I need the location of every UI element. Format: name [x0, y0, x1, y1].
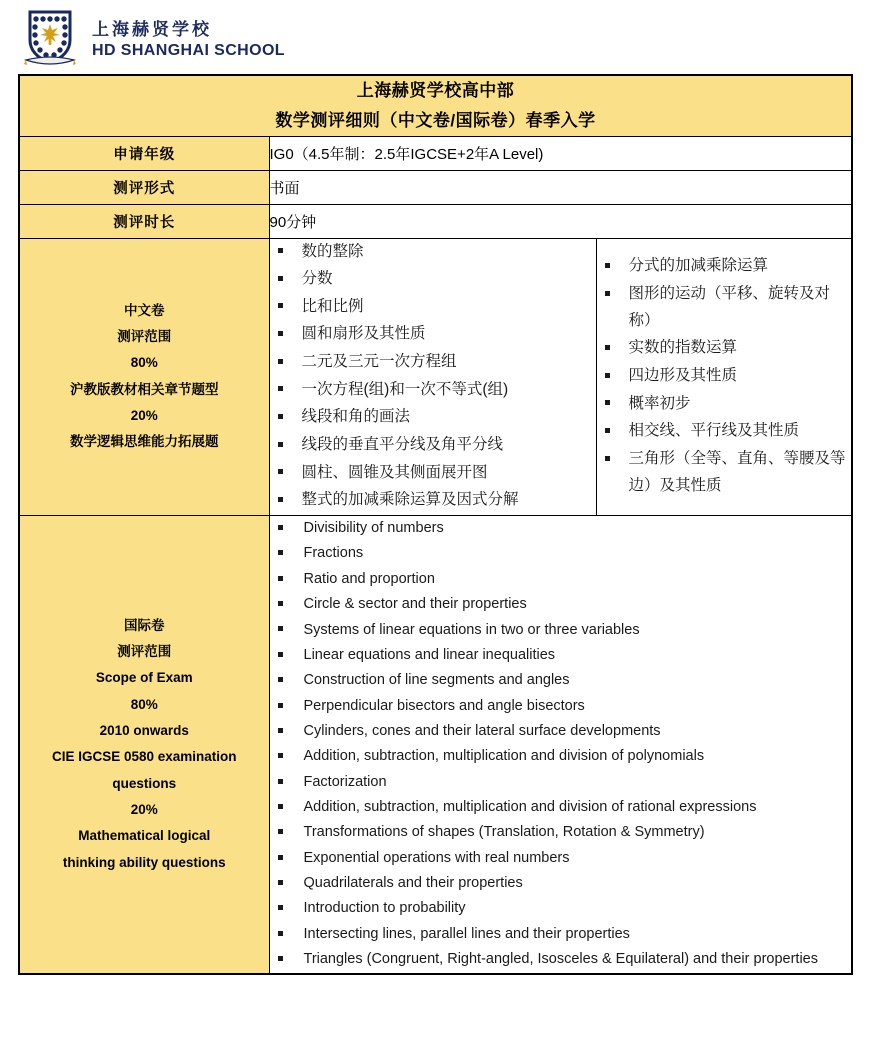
list-item: Addition, subtraction, multiplication and division of polynomials: [270, 744, 852, 768]
list-item: 线段和角的画法: [270, 404, 596, 431]
chinese-scope-line: 80%: [130, 355, 158, 371]
document-title-cell: [19, 75, 852, 136]
list-item: 三角形（全等、直角、等腰及等边）及其性质: [597, 446, 852, 499]
international-scope-label-cell: [19, 516, 269, 974]
table-row: [19, 170, 852, 204]
info-value-grade: IG0（4.5年制：2.5年IGCSE+2年A Level): [269, 136, 852, 170]
international-scope-row: [19, 516, 852, 974]
list-item: Perpendicular bisectors and angle bisectors: [270, 694, 852, 718]
international-scope-line: thinking ability questions: [62, 854, 226, 870]
chinese-topics-right-list: [597, 253, 852, 499]
list-item: 一次方程(组)和一次不等式(组): [270, 377, 596, 404]
school-name-cn: 上海赫贤学校: [92, 19, 212, 39]
info-label-format: 测评形式: [19, 170, 269, 204]
international-scope-line: questions: [112, 775, 177, 791]
list-item: Quadrilaterals and their properties: [270, 871, 852, 895]
list-item: 线段的垂直平分线及角平分线: [270, 432, 596, 459]
international-scope-line: 20%: [130, 801, 158, 817]
info-label-duration: 测评时长: [19, 204, 269, 238]
chinese-scope-line: 测评范围: [117, 329, 172, 345]
list-item: 图形的运动（平移、旋转及对称）: [597, 281, 852, 334]
school-name-block: [92, 18, 285, 61]
list-item: Cylinders, cones and their lateral surface developments: [270, 719, 852, 743]
info-label-grade: 申请年级: [19, 136, 269, 170]
list-item: 二元及三元一次方程组: [270, 349, 596, 376]
info-value-format: 书面: [269, 170, 852, 204]
list-item: Exponential operations with real numbers: [270, 846, 852, 870]
list-item: Addition, subtraction, multiplication and division of rational expressions: [270, 795, 852, 819]
list-item: Transformations of shapes (Translation, Rotation & Symmetry): [270, 820, 852, 844]
list-item: 数的整除: [270, 239, 596, 266]
list-item: 整式的加减乘除运算及因式分解: [270, 487, 596, 514]
chinese-scope-line: 沪教版教材相关章节题型: [70, 381, 219, 397]
chinese-scope-line: 20%: [130, 408, 158, 424]
list-item: Circle & sector and their properties: [270, 592, 852, 616]
international-scope-line: Scope of Exam: [95, 670, 193, 686]
list-item: Construction of line segments and angles: [270, 668, 852, 692]
list-item: 分数: [270, 266, 596, 293]
chinese-scope-row: [19, 238, 852, 516]
chinese-scope-label-cell: [19, 238, 269, 516]
list-item: Ratio and proportion: [270, 567, 852, 591]
page-subtitle: 数学测评细则（中文卷/国际卷）春季入学: [275, 110, 596, 130]
list-item: Introduction to probability: [270, 896, 852, 920]
chinese-scope-line: 中文卷: [124, 302, 165, 318]
list-item: 实数的指数运算: [597, 335, 852, 362]
list-item: Fractions: [270, 541, 852, 565]
info-value-duration: 90分钟: [269, 204, 852, 238]
list-item: 分式的加减乘除运算: [597, 253, 852, 280]
list-item: 相交线、平行线及其性质: [597, 418, 852, 445]
list-item: 圆柱、圆锥及其侧面展开图: [270, 460, 596, 487]
chinese-topics-right-cell: [596, 238, 852, 516]
international-scope-line: Mathematical logical: [78, 828, 211, 844]
list-item: Divisibility of numbers: [270, 516, 852, 540]
list-item: 四边形及其性质: [597, 363, 852, 390]
list-item: Systems of linear equations in two or three variables: [270, 618, 852, 642]
chinese-topics-left-list: [270, 239, 596, 515]
letterhead: [22, 8, 285, 70]
list-item: 概率初步: [597, 391, 852, 418]
list-item: 圆和扇形及其性质: [270, 321, 596, 348]
list-item: Factorization: [270, 770, 852, 794]
international-scope-line: 测评范围: [117, 644, 172, 660]
international-scope-line: 2010 onwards: [99, 722, 189, 738]
table-row: [19, 136, 852, 170]
school-name-en: HD SHANGHAI SCHOOL: [92, 42, 285, 60]
chinese-scope-line: 数学逻辑思维能力拓展题: [70, 434, 219, 450]
list-item: Triangles (Congruent, Right-angled, Isosceles & Equilateral) and their properties: [270, 947, 852, 971]
page-title: 上海赫贤学校高中部: [356, 81, 515, 100]
international-scope-line: CIE IGCSE 0580 examination: [51, 749, 237, 765]
international-topics-cell: [269, 516, 852, 974]
international-scope-line: 80%: [130, 696, 158, 712]
table-title-row: [19, 75, 852, 136]
table-row: [19, 204, 852, 238]
exam-details-table: [18, 74, 853, 975]
list-item: 比和比例: [270, 294, 596, 321]
list-item: Linear equations and linear inequalities: [270, 643, 852, 667]
list-item: Intersecting lines, parallel lines and their properties: [270, 922, 852, 946]
international-scope-line: 国际卷: [124, 617, 165, 633]
school-crest-icon: [22, 8, 78, 70]
chinese-topics-left-cell: [269, 238, 596, 516]
international-topics-list: [270, 516, 852, 971]
